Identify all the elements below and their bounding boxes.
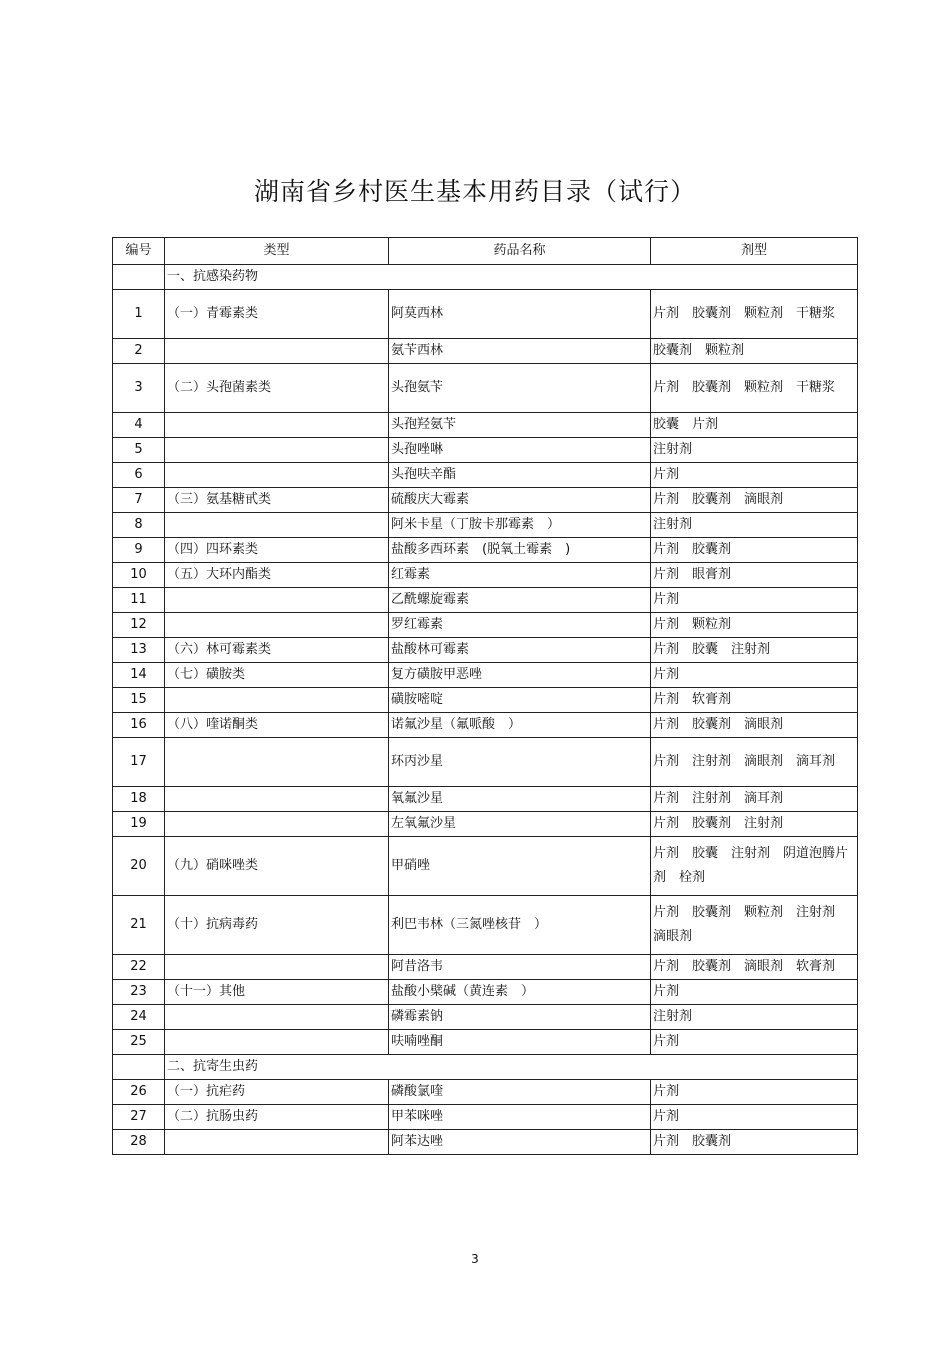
header-drug-name: 药品名称 <box>389 238 651 265</box>
row-dosage-form: 胶囊 片剂 <box>651 413 858 438</box>
row-dosage-form: 片剂 胶囊 注射剂 阴道泡腾片剂 栓剂 <box>651 837 858 896</box>
row-drug-name: 环丙沙星 <box>389 738 651 787</box>
row-dosage-form: 片剂 胶囊剂 <box>651 538 858 563</box>
row-drug-name: 阿莫西林 <box>389 290 651 339</box>
header-number: 编号 <box>113 238 165 265</box>
row-type: （四）四环素类 <box>165 538 389 563</box>
row-drug-name: 甲硝唑 <box>389 837 651 896</box>
row-drug-name: 头孢氨苄 <box>389 364 651 413</box>
section-number-cell <box>113 265 165 290</box>
row-drug-name: 磺胺嘧啶 <box>389 688 651 713</box>
table-body <box>113 265 858 1155</box>
row-number: 8 <box>113 513 165 538</box>
row-dosage-form: 片剂 胶囊剂 颗粒剂 干糖浆 <box>651 290 858 339</box>
table-row <box>113 1105 858 1130</box>
table-row <box>113 663 858 688</box>
row-type <box>165 812 389 837</box>
row-number: 7 <box>113 488 165 513</box>
row-dosage-form: 片剂 胶囊剂 颗粒剂 注射剂 滴眼剂 <box>651 896 858 955</box>
row-dosage-form: 片剂 胶囊 注射剂 <box>651 638 858 663</box>
section-row <box>113 1055 858 1080</box>
row-dosage-form: 片剂 <box>651 1105 858 1130</box>
section-number-cell <box>113 1055 165 1080</box>
table-row <box>113 955 858 980</box>
table-row <box>113 339 858 364</box>
row-type <box>165 438 389 463</box>
row-drug-name: 头孢唑啉 <box>389 438 651 463</box>
row-number: 2 <box>113 339 165 364</box>
row-drug-name: 利巴韦林（三氮唑核苷 ） <box>389 896 651 955</box>
row-dosage-form: 片剂 胶囊剂 滴眼剂 <box>651 713 858 738</box>
row-dosage-form: 片剂 胶囊剂 <box>651 1130 858 1155</box>
row-dosage-form: 片剂 <box>651 1030 858 1055</box>
page-number: 3 <box>471 1252 479 1266</box>
row-dosage-form: 片剂 注射剂 滴耳剂 <box>651 787 858 812</box>
table-row <box>113 488 858 513</box>
row-type <box>165 613 389 638</box>
row-number: 16 <box>113 713 165 738</box>
row-number: 28 <box>113 1130 165 1155</box>
row-number: 15 <box>113 688 165 713</box>
table-row <box>113 896 858 955</box>
row-dosage-form: 片剂 颗粒剂 <box>651 613 858 638</box>
row-drug-name: 甲苯咪唑 <box>389 1105 651 1130</box>
row-dosage-form: 注射剂 <box>651 513 858 538</box>
row-number: 26 <box>113 1080 165 1105</box>
table-row <box>113 613 858 638</box>
row-number: 10 <box>113 563 165 588</box>
row-type: （六）林可霉素类 <box>165 638 389 663</box>
table-row <box>113 463 858 488</box>
row-dosage-form: 片剂 胶囊剂 滴眼剂 软膏剂 <box>651 955 858 980</box>
row-drug-name: 复方磺胺甲恶唑 <box>389 663 651 688</box>
row-dosage-form: 片剂 <box>651 588 858 613</box>
row-drug-name: 头孢呋辛酯 <box>389 463 651 488</box>
row-drug-name: 阿米卡星（丁胺卡那霉素 ） <box>389 513 651 538</box>
row-dosage-form: 片剂 软膏剂 <box>651 688 858 713</box>
table-row <box>113 290 858 339</box>
row-dosage-form: 胶囊剂 颗粒剂 <box>651 339 858 364</box>
row-type: （八）喹诺酮类 <box>165 713 389 738</box>
row-drug-name: 盐酸小檗碱（黄连素 ） <box>389 980 651 1005</box>
row-type: （十一）其他 <box>165 980 389 1005</box>
row-type <box>165 1130 389 1155</box>
table-row <box>113 513 858 538</box>
row-type <box>165 339 389 364</box>
row-type: （二）头孢菌素类 <box>165 364 389 413</box>
row-type: （十）抗病毒药 <box>165 896 389 955</box>
row-drug-name: 磷酸氯喹 <box>389 1080 651 1105</box>
row-drug-name: 诺氟沙星（氟哌酸 ） <box>389 713 651 738</box>
row-number: 19 <box>113 812 165 837</box>
row-number: 18 <box>113 787 165 812</box>
row-drug-name: 盐酸林可霉素 <box>389 638 651 663</box>
row-drug-name: 头孢羟氨苄 <box>389 413 651 438</box>
row-dosage-form: 片剂 胶囊剂 滴眼剂 <box>651 488 858 513</box>
table-row <box>113 837 858 896</box>
row-dosage-form: 片剂 <box>651 663 858 688</box>
row-drug-name: 阿昔洛韦 <box>389 955 651 980</box>
row-type: （二）抗肠虫药 <box>165 1105 389 1130</box>
header-dosage-form: 剂型 <box>651 238 858 265</box>
row-drug-name: 氨苄西林 <box>389 339 651 364</box>
table-row <box>113 713 858 738</box>
row-number: 25 <box>113 1030 165 1055</box>
table-row <box>113 413 858 438</box>
row-drug-name: 左氧氟沙星 <box>389 812 651 837</box>
row-type <box>165 463 389 488</box>
row-number: 9 <box>113 538 165 563</box>
row-drug-name: 盐酸多西环素 (脱氧土霉素 ) <box>389 538 651 563</box>
header-type: 类型 <box>165 238 389 265</box>
row-number: 6 <box>113 463 165 488</box>
row-type <box>165 588 389 613</box>
table-row <box>113 688 858 713</box>
row-dosage-form: 片剂 <box>651 463 858 488</box>
row-dosage-form: 注射剂 <box>651 438 858 463</box>
row-dosage-form: 片剂 胶囊剂 注射剂 <box>651 812 858 837</box>
table-row <box>113 563 858 588</box>
row-number: 11 <box>113 588 165 613</box>
row-drug-name: 红霉素 <box>389 563 651 588</box>
row-number: 23 <box>113 980 165 1005</box>
row-drug-name: 乙酰螺旋霉素 <box>389 588 651 613</box>
table-row <box>113 1130 858 1155</box>
row-type <box>165 1005 389 1030</box>
row-drug-name: 氧氟沙星 <box>389 787 651 812</box>
row-type <box>165 513 389 538</box>
row-type: （三）氨基糖甙类 <box>165 488 389 513</box>
row-type <box>165 688 389 713</box>
row-number: 5 <box>113 438 165 463</box>
table-row <box>113 1005 858 1030</box>
row-dosage-form: 注射剂 <box>651 1005 858 1030</box>
row-dosage-form: 片剂 眼膏剂 <box>651 563 858 588</box>
row-number: 27 <box>113 1105 165 1130</box>
row-drug-name: 呋喃唑酮 <box>389 1030 651 1055</box>
table-row <box>113 538 858 563</box>
row-number: 3 <box>113 364 165 413</box>
row-type <box>165 413 389 438</box>
row-type <box>165 738 389 787</box>
row-number: 12 <box>113 613 165 638</box>
row-number: 24 <box>113 1005 165 1030</box>
section-title: 二、抗寄生虫药 <box>165 1055 858 1080</box>
row-drug-name: 罗红霉素 <box>389 613 651 638</box>
row-number: 21 <box>113 896 165 955</box>
row-type <box>165 955 389 980</box>
row-dosage-form: 片剂 胶囊剂 颗粒剂 干糖浆 <box>651 364 858 413</box>
table-row <box>113 812 858 837</box>
row-number: 14 <box>113 663 165 688</box>
drug-catalog-table <box>112 237 858 1155</box>
row-type: （一）青霉素类 <box>165 290 389 339</box>
table-row <box>113 738 858 787</box>
section-row <box>113 265 858 290</box>
table-header-row <box>113 238 858 265</box>
row-type: （九）硝咪唑类 <box>165 837 389 896</box>
table-row <box>113 980 858 1005</box>
row-drug-name: 阿苯达唑 <box>389 1130 651 1155</box>
row-type: （七）磺胺类 <box>165 663 389 688</box>
table-row <box>113 364 858 413</box>
row-dosage-form: 片剂 注射剂 滴眼剂 滴耳剂 <box>651 738 858 787</box>
row-type: （一）抗疟药 <box>165 1080 389 1105</box>
row-drug-name: 硫酸庆大霉素 <box>389 488 651 513</box>
row-type: （五）大环内酯类 <box>165 563 389 588</box>
row-type <box>165 1030 389 1055</box>
table-row <box>113 1080 858 1105</box>
row-number: 22 <box>113 955 165 980</box>
row-number: 4 <box>113 413 165 438</box>
table-row <box>113 638 858 663</box>
row-number: 20 <box>113 837 165 896</box>
row-number: 17 <box>113 738 165 787</box>
row-dosage-form: 片剂 <box>651 1080 858 1105</box>
table-row <box>113 588 858 613</box>
table-row <box>113 787 858 812</box>
row-number: 13 <box>113 638 165 663</box>
row-number: 1 <box>113 290 165 339</box>
table-row <box>113 1030 858 1055</box>
page-title: 湖南省乡村医生基本用药目录（试行） <box>253 177 696 206</box>
section-title: 一、抗感染药物 <box>165 265 858 290</box>
row-type <box>165 787 389 812</box>
row-drug-name: 磷霉素钠 <box>389 1005 651 1030</box>
table-row <box>113 438 858 463</box>
row-dosage-form: 片剂 <box>651 980 858 1005</box>
